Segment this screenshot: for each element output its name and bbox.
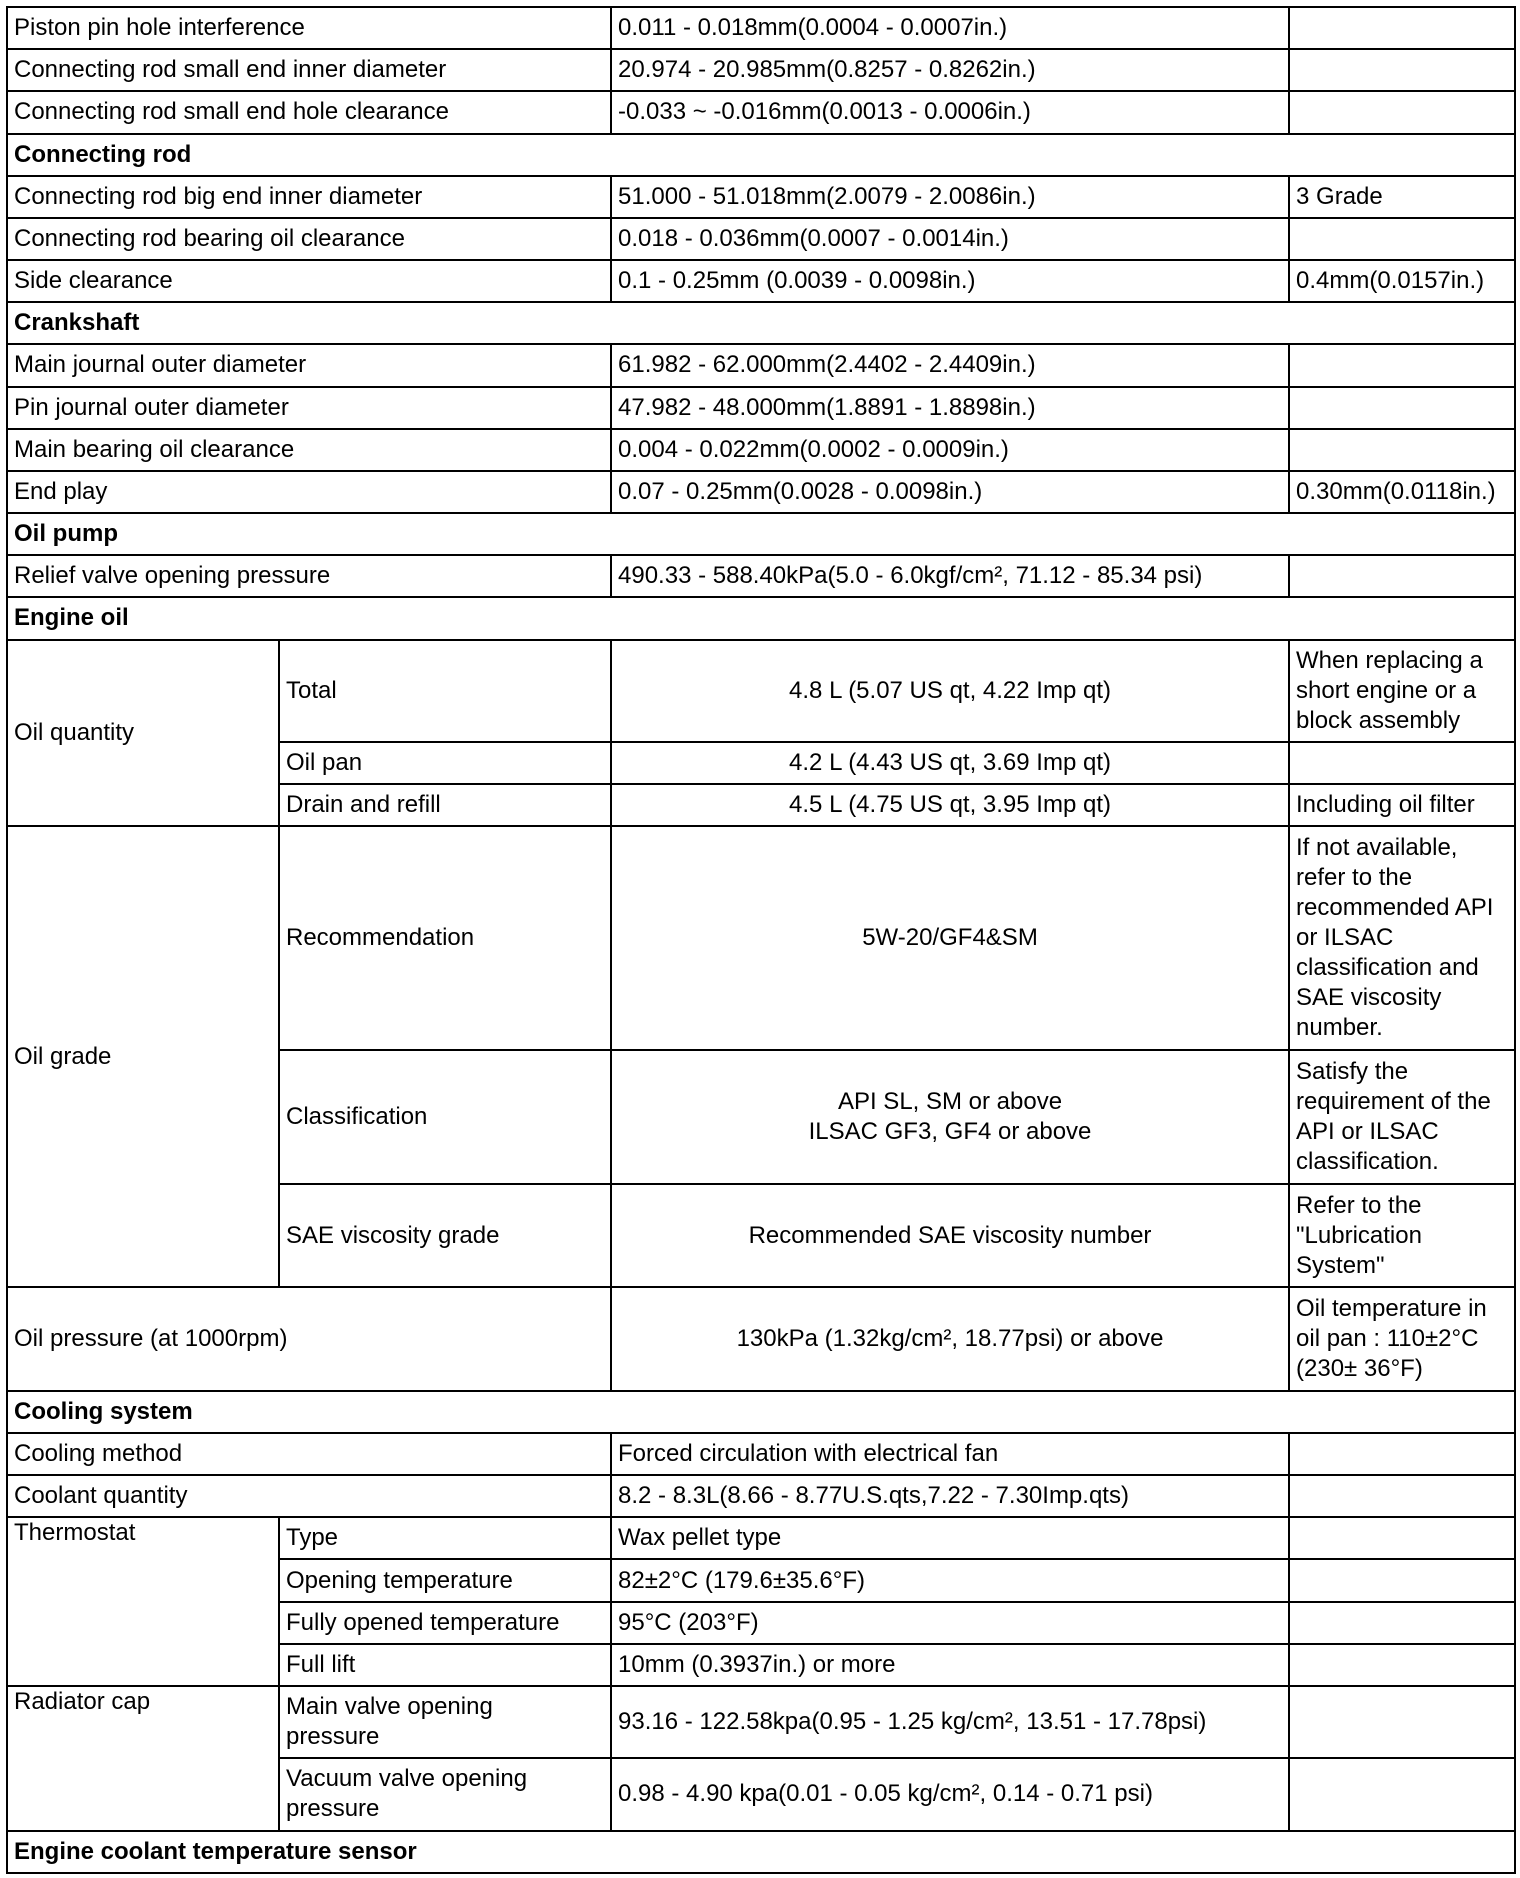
- table-row: [7, 826, 1515, 1050]
- spec-note: [1289, 1517, 1515, 1559]
- spec-sublabel: Full lift: [279, 1644, 611, 1686]
- spec-value: Recommended SAE viscosity number: [611, 1184, 1289, 1287]
- spec-note: [1289, 7, 1515, 49]
- spec-value: Wax pellet type: [611, 1517, 1289, 1559]
- spec-value: 0.98 - 4.90 kpa(0.01 - 0.05 kg/cm², 0.14 - 0.71 psi): [611, 1758, 1289, 1830]
- spec-value: 130kPa (1.32kg/cm², 18.77psi) or above: [611, 1287, 1289, 1390]
- spec-value: 20.974 - 20.985mm(0.8257 - 0.8262in.): [611, 49, 1289, 91]
- group-label: Thermostat: [7, 1517, 279, 1686]
- spec-sublabel: SAE viscosity grade: [279, 1184, 611, 1287]
- section-header-row: [7, 134, 1515, 176]
- spec-value: 0.018 - 0.036mm(0.0007 - 0.0014in.): [611, 218, 1289, 260]
- spec-note: [1289, 1758, 1515, 1830]
- spec-label: Cooling method: [7, 1433, 611, 1475]
- spec-value: 0.07 - 0.25mm(0.0028 - 0.0098in.): [611, 471, 1289, 513]
- spec-label: Oil pressure (at 1000rpm): [7, 1287, 611, 1390]
- spec-note: [1289, 1602, 1515, 1644]
- spec-note: Including oil filter: [1289, 784, 1515, 826]
- table-row: [7, 260, 1515, 302]
- section-title: Connecting rod: [7, 134, 1515, 176]
- spec-sublabel: Main valve opening pressure: [279, 1686, 611, 1758]
- spec-note: 0.30mm(0.0118in.): [1289, 471, 1515, 513]
- spec-label: Piston pin hole interference: [7, 7, 611, 49]
- spec-sublabel: Type: [279, 1517, 611, 1559]
- spec-value: 61.982 - 62.000mm(2.4402 - 2.4409in.): [611, 344, 1289, 386]
- spec-note: Oil temperature in oil pan : 110±2°C (230± 36°F): [1289, 1287, 1515, 1390]
- table-row: [7, 344, 1515, 386]
- spec-value: -0.033 ~ -0.016mm(0.0013 - 0.0006in.): [611, 91, 1289, 133]
- spec-note: [1289, 1686, 1515, 1758]
- spec-sublabel: Classification: [279, 1050, 611, 1184]
- spec-note: Refer to the "Lubrication System": [1289, 1184, 1515, 1287]
- spec-note: [1289, 742, 1515, 784]
- section-title: Cooling system: [7, 1391, 1515, 1433]
- spec-note: [1289, 429, 1515, 471]
- spec-value: 4.5 L (4.75 US qt, 3.95 Imp qt): [611, 784, 1289, 826]
- spec-note: [1289, 1475, 1515, 1517]
- section-title: Engine oil: [7, 597, 1515, 639]
- spec-value: Forced circulation with electrical fan: [611, 1433, 1289, 1475]
- spec-sublabel: Fully opened temperature: [279, 1602, 611, 1644]
- spec-note: [1289, 344, 1515, 386]
- spec-label: Main journal outer diameter: [7, 344, 611, 386]
- spec-note: If not available, refer to the recommended API or ILSAC classification and SAE viscosity number.: [1289, 826, 1515, 1050]
- spec-note: [1289, 1644, 1515, 1686]
- table-row: [7, 1517, 1515, 1559]
- spec-label: Coolant quantity: [7, 1475, 611, 1517]
- section-header-row: [7, 597, 1515, 639]
- group-label: Radiator cap: [7, 1686, 279, 1831]
- table-row: [7, 1686, 1515, 1758]
- table-row: [7, 1433, 1515, 1475]
- section-header-row: [7, 1391, 1515, 1433]
- table-row: [7, 1287, 1515, 1390]
- spec-sublabel: Total: [279, 640, 611, 742]
- spec-label: Connecting rod small end hole clearance: [7, 91, 611, 133]
- spec-value: 0.004 - 0.022mm(0.0002 - 0.0009in.): [611, 429, 1289, 471]
- spec-value: 95°C (203°F): [611, 1602, 1289, 1644]
- spec-value: 4.2 L (4.43 US qt, 3.69 Imp qt): [611, 742, 1289, 784]
- table-row: [7, 387, 1515, 429]
- spec-value: 93.16 - 122.58kpa(0.95 - 1.25 kg/cm², 13.51 - 17.78psi): [611, 1686, 1289, 1758]
- spec-label: Pin journal outer diameter: [7, 387, 611, 429]
- spec-note: [1289, 555, 1515, 597]
- specification-table: [6, 6, 1516, 1874]
- spec-sublabel: Drain and refill: [279, 784, 611, 826]
- spec-label: Side clearance: [7, 260, 611, 302]
- spec-label: Main bearing oil clearance: [7, 429, 611, 471]
- spec-label: Relief valve opening pressure: [7, 555, 611, 597]
- spec-value: 0.1 - 0.25mm (0.0039 - 0.0098in.): [611, 260, 1289, 302]
- spec-label: End play: [7, 471, 611, 513]
- spec-sublabel: Vacuum valve opening pressure: [279, 1758, 611, 1830]
- spec-note: [1289, 1433, 1515, 1475]
- spec-value: 8.2 - 8.3L(8.66 - 8.77U.S.qts,7.22 - 7.30Imp.qts): [611, 1475, 1289, 1517]
- spec-note: 3 Grade: [1289, 176, 1515, 218]
- spec-value: 0.011 - 0.018mm(0.0004 - 0.0007in.): [611, 7, 1289, 49]
- group-label: Oil grade: [7, 826, 279, 1287]
- table-row: [7, 91, 1515, 133]
- spec-value: 490.33 - 588.40kPa(5.0 - 6.0kgf/cm², 71.12 - 85.34 psi): [611, 555, 1289, 597]
- spec-sublabel: Opening temperature: [279, 1559, 611, 1601]
- spec-value: 4.8 L (5.07 US qt, 4.22 Imp qt): [611, 640, 1289, 742]
- spec-value: 51.000 - 51.018mm(2.0079 - 2.0086in.): [611, 176, 1289, 218]
- spec-note: [1289, 1559, 1515, 1601]
- section-header-row: [7, 513, 1515, 555]
- spec-value: 10mm (0.3937in.) or more: [611, 1644, 1289, 1686]
- table-row: [7, 429, 1515, 471]
- spec-note: [1289, 387, 1515, 429]
- group-label: Oil quantity: [7, 640, 279, 827]
- section-title: Engine coolant temperature sensor: [7, 1831, 1515, 1873]
- spec-note: [1289, 218, 1515, 260]
- table-row: [7, 176, 1515, 218]
- spec-value: 82±2°C (179.6±35.6°F): [611, 1559, 1289, 1601]
- spec-value: 5W-20/GF4&SM: [611, 826, 1289, 1050]
- spec-label: Connecting rod small end inner diameter: [7, 49, 611, 91]
- table-row: [7, 49, 1515, 91]
- spec-sublabel: Recommendation: [279, 826, 611, 1050]
- spec-label: Connecting rod big end inner diameter: [7, 176, 611, 218]
- table-row: [7, 1475, 1515, 1517]
- spec-note: [1289, 91, 1515, 133]
- section-header-row: [7, 1831, 1515, 1873]
- spec-note: Satisfy the requirement of the API or ILSAC classification.: [1289, 1050, 1515, 1184]
- section-title: Crankshaft: [7, 302, 1515, 344]
- table-row: [7, 471, 1515, 513]
- spec-value: API SL, SM or above ILSAC GF3, GF4 or above: [611, 1050, 1289, 1184]
- table-row: [7, 640, 1515, 742]
- section-header-row: [7, 302, 1515, 344]
- spec-note: [1289, 49, 1515, 91]
- table-row: [7, 218, 1515, 260]
- table-row: [7, 555, 1515, 597]
- spec-sublabel: Oil pan: [279, 742, 611, 784]
- spec-note: 0.4mm(0.0157in.): [1289, 260, 1515, 302]
- section-title: Oil pump: [7, 513, 1515, 555]
- table-row: [7, 7, 1515, 49]
- spec-value: 47.982 - 48.000mm(1.8891 - 1.8898in.): [611, 387, 1289, 429]
- spec-note: When replacing a short engine or a block assembly: [1289, 640, 1515, 742]
- spec-label: Connecting rod bearing oil clearance: [7, 218, 611, 260]
